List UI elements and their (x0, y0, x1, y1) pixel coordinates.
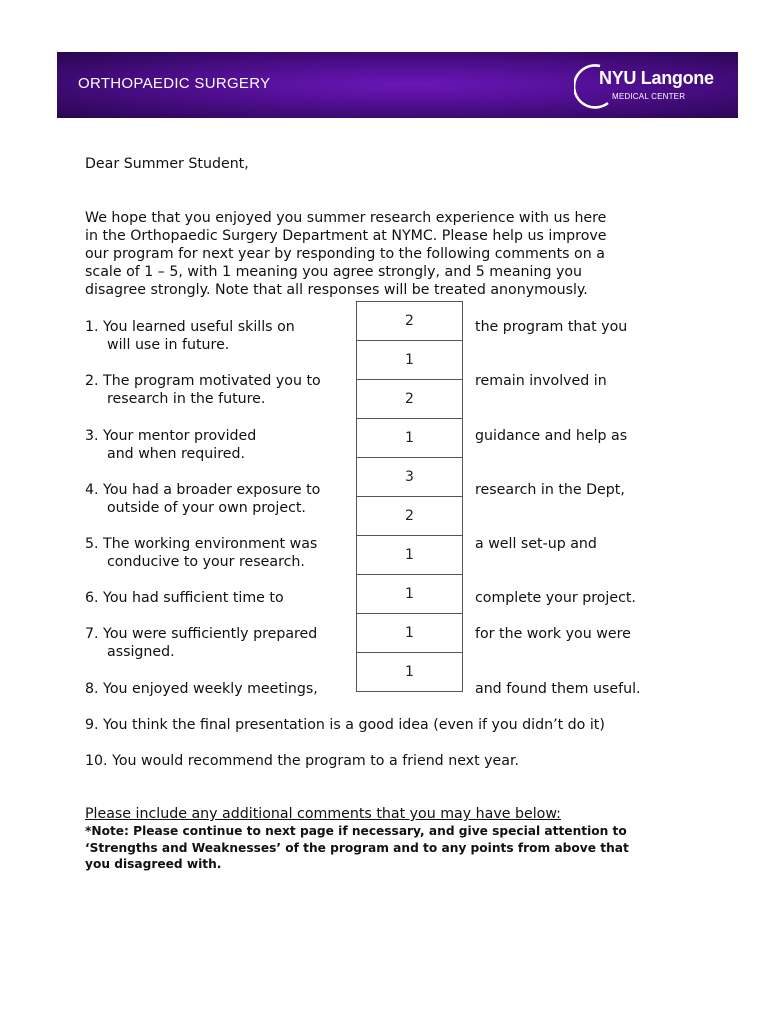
question-8 (85, 680, 318, 698)
question-1-right: the program that you (475, 319, 628, 335)
question-text: 5. The working environment was (85, 536, 318, 552)
question-4-right: research in the Dept, (475, 482, 625, 498)
response-box[interactable]: 2 (356, 497, 463, 536)
response-box[interactable]: 2 (356, 380, 463, 419)
question-3 (85, 427, 256, 463)
response-box[interactable]: 1 (356, 341, 463, 380)
question-5 (85, 535, 317, 571)
response-box[interactable]: 1 (356, 653, 463, 692)
note-line: ‘Strengths and Weaknesses’ of the program and to any points from above that (85, 840, 629, 855)
response-box[interactable]: 2 (356, 302, 463, 341)
question-text: 3. Your mentor provided (85, 428, 257, 444)
response-box[interactable]: 1 (356, 614, 463, 653)
question-text: 2. The program motivated you to (85, 373, 321, 389)
question-6 (85, 589, 284, 607)
note-text (85, 823, 629, 873)
question-10 (85, 752, 519, 770)
intro-line: disagree strongly. Note that all responses will be treated anonymously. (85, 282, 588, 298)
logo-sub-text: MEDICAL CENTER (612, 92, 686, 101)
question-8-right: and found them useful. (475, 681, 641, 697)
question-6-right: complete your project. (475, 590, 636, 606)
response-boxes (356, 301, 463, 692)
question-1 (85, 318, 295, 354)
department-title: ORTHOPAEDIC SURGERY (78, 75, 271, 92)
question-5-right: a well set-up and (475, 536, 597, 552)
question-text-cont: assigned. (107, 644, 175, 660)
question-text: 7. You were sufficiently prepared (85, 626, 318, 642)
question-2 (85, 372, 321, 408)
greeting: Dear Summer Student, (85, 156, 249, 172)
intro-line: scale of 1 – 5, with 1 meaning you agree strongly, and 5 meaning you (85, 264, 583, 280)
question-7 (85, 625, 317, 661)
question-9 (85, 716, 605, 734)
question-text: 1. You learned useful skills on (85, 319, 295, 335)
question-text-cont: and when required. (107, 446, 245, 462)
question-text: 9. You think the final presentation is a good idea (even if you didn’t do it) (85, 717, 605, 733)
question-4 (85, 481, 320, 517)
response-box[interactable]: 3 (356, 458, 463, 497)
question-text-cont: research in the future. (107, 391, 266, 407)
header-banner (57, 52, 738, 118)
response-box[interactable]: 1 (356, 536, 463, 575)
question-7-right: for the work you were (475, 626, 631, 642)
question-text-cont: will use in future. (107, 337, 230, 353)
question-3-right: guidance and help as (475, 428, 628, 444)
question-text-cont: conducive to your research. (107, 554, 305, 570)
intro-line: We hope that you enjoyed you summer research experience with us here (85, 210, 607, 226)
question-2-right: remain involved in (475, 373, 607, 389)
question-text: 8. You enjoyed weekly meetings, (85, 681, 318, 697)
question-text: 4. You had a broader exposure to (85, 482, 321, 498)
question-text: 6. You had sufficient time to (85, 590, 284, 606)
intro-paragraph (85, 209, 607, 299)
intro-line: in the Orthopaedic Surgery Department at NYMC. Please help us improve (85, 228, 607, 244)
comments-prompt: Please include any additional comments that you may have below: (85, 806, 561, 822)
response-box[interactable]: 1 (356, 575, 463, 614)
nyu-langone-logo (574, 61, 724, 109)
response-box[interactable]: 1 (356, 419, 463, 458)
question-text: 10. You would recommend the program to a friend next year. (85, 753, 519, 769)
note-line: *Note: Please continue to next page if necessary, and give special attention to (85, 824, 627, 838)
logo-main-text: NYU Langone (599, 68, 714, 88)
note-line: you disagreed with. (85, 857, 222, 871)
intro-line: our program for next year by responding to the following comments on a (85, 246, 605, 262)
question-text-cont: outside of your own project. (107, 500, 306, 516)
